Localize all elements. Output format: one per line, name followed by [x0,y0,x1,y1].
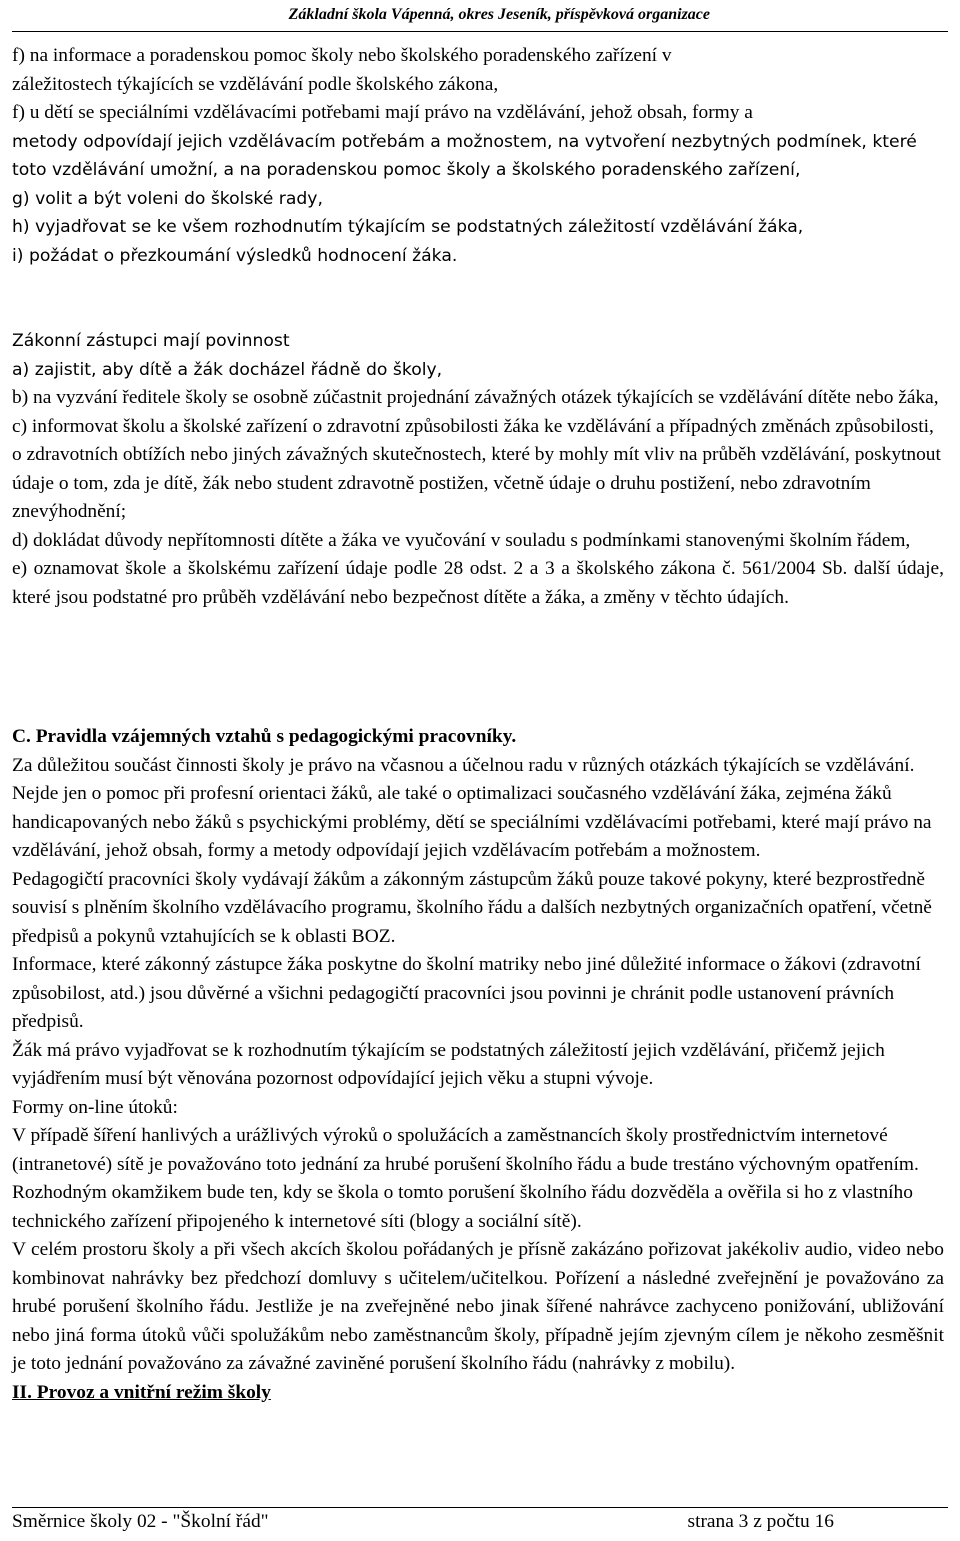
running-header: Základní škola Vápenná, okres Jeseník, příspěvková organizace [288,6,710,23]
section-c-paragraph-4: Žák má právo vyjadřovat se k rozhodnutím týkajícím se podstatných záležitostí jejich vzdělávání, přičemž jejich vyjádřením musí být věnována pozornost odpovídající jejich věku a stupni vývoje. [12,1039,885,1089]
guardians-duties-serif [12,384,944,612]
section-c-paragraph-6: V případě šíření hanlivých a urážlivých výroků o spolužácích a zaměstnancích školy prostřednictvím internetové (intranetové) sítě je považováno toto jednání za hrubé porušení školního řádu a bude trestáno výchovným opatřením. Rozhodným okamžikem bude ten, kdy se škola o tomto porušení školního řádu dozvěděla a ověřila si ho z vlastního technického zařízení připojeného k internetové síti (blogy a sociální sítě). [12,1125,919,1232]
rights-list-sans [12,99,944,270]
guardians-duty-e: e) oznamovat škole a školskému zařízení údaje podle 28 odst. 2 a 3 a školského zákona č. 561/2004 Sb. další údaje, které jsou podstatné pro průběh vzdělávání nebo bezpečnost dítěte a žáka, a změny v těchto údajích. [12,558,944,608]
section-c-paragraph-5: Formy on-line útoků: [12,1096,178,1118]
section-c-paragraph-3: Informace, které zákonný zástupce žáka poskytne do školní matriky nebo jiné důležité informace o žákovi (zdravotní způsobilost, atd.) jsou důvěrné a všichni pedagogičtí pracovníci jsou povinni je chránit podle ustanovení právních předpisů. [12,954,921,1032]
section-c-paragraph-7: V celém prostoru školy a při všech akcích školou pořádaných je přísně zakázáno pořizovat jakékoliv audio, video nebo kombinovat nahrávky bez předchozí domluvy s učitelem/učitelkou. Pořízení a následné zveřejnění je považováno za hrubé porušení školního řádu. Jestliže je na zveřejněné nebo jinak šířené nahrávce zachyceno ponižování, ubližování nebo jiná forma útoků vůči spolužákům nebo zaměstnancům školy, případně jejím zjevným cílem je někoho zesměšnit je toto jednání považováno za závažné zaviněné porušení školního řádu (nahrávky z mobilu). [12,1239,944,1374]
section-ii-heading: II. Provoz a vnitřní režim školy [12,1381,271,1403]
section-c [12,723,944,1407]
guardians-duty-d: d) dokládat důvody nepřítomnosti dítěte a žáka ve vyučování v souladu s podmínkami stanovenými školním řádem, [12,529,911,551]
footer-divider [12,1507,948,1508]
guardians-duty-a: a) zajistit, aby dítě a žák docházel řádně do školy, [12,359,443,380]
right-f-special-needs-cont: metody odpovídají jejich vzdělávacím potřebám a možnostem, na vytvoření nezbytných podmínek, které toto vzdělávání umožní, a na poradenskou pomoc školy a školského poradenského zařízení, [12,131,917,180]
footer-page-number: strana 3 z počtu 16 [687,1511,834,1532]
right-f-info: f) na informace a poradenskou pomoc školy nebo školského poradenského zařízení v [12,45,672,66]
section-c-paragraph-1: Za důležitou součást činnosti školy je právo na včasnou a účelnou radu v různých otázkách týkajících se vzdělávání. Nejde jen o pomoc při profesní orientaci žáků, ale také o optimalizaci současného vzdělávání žáka, zejména žáků handicapovaných nebo žáků s psychickými problémy, dětí se speciálními vzdělávacími potřebami, které mají právo na vzdělávání, jehož obsah, formy a metody odpovídají jejich vzdělávacím potřebám a možnostem. [12,754,932,861]
right-f-special-needs: f) u dětí se speciálními vzdělávacími potřebami mají právo na vzdělávání, jehož obsah, formy a [12,102,753,123]
guardians-title: Zákonní zástupci mají povinnost [12,331,290,351]
right-i: i) požádat o přezkoumání výsledků hodnocení žáka. [12,245,458,266]
rights-list-continued [12,42,944,99]
footer-document-name: Směrnice školy 02 - "Školní řád" [12,1511,269,1532]
right-g: g) volit a být voleni do školské rady, [12,188,323,209]
guardians-duty-c: c) informovat školu a školské zařízení o zdravotní způsobilosti žáka ke vzdělávání a případných změnách způsobilosti, o zdravotních obtížích nebo jiných závažných skutečnostech, které by mohly mít vliv na průběh vzdělávání, poskytnout údaje o tom, zda je dítě, žák nebo student zdravotně postižen, včetně údaje o druhu postižení, nebo zdravotním znevýhodnění; [12,415,941,522]
guardians-duties [12,327,944,384]
section-c-paragraph-2: Pedagogičtí pracovníci školy vydávají žákům a zákonným zástupcům žáků pouze takové pokyny, které bezprostředně souvisí s plněním školního vzdělávacího programu, školního řádu a dalších nezbytných organizačních opatření, včetně předpisů a pokynů vztahujících se k oblasti BOZ. [12,868,932,947]
section-c-heading: C. Pravidla vzájemných vztahů s pedagogickými pracovníky. [12,726,517,747]
right-f-info-cont: záležitostech týkajících se vzdělávání podle školského zákona, [12,73,499,95]
guardians-duty-b: b) na vyzvání ředitele školy se osobně zúčastnit projednání závažných otázek týkajících se vzdělávání dítěte nebo žáka, [12,387,939,408]
header-divider [12,31,948,32]
right-h: h) vyjadřovat se ke všem rozhodnutím týkajícím se podstatných záležitostí vzdělávání žáka, [12,217,804,237]
